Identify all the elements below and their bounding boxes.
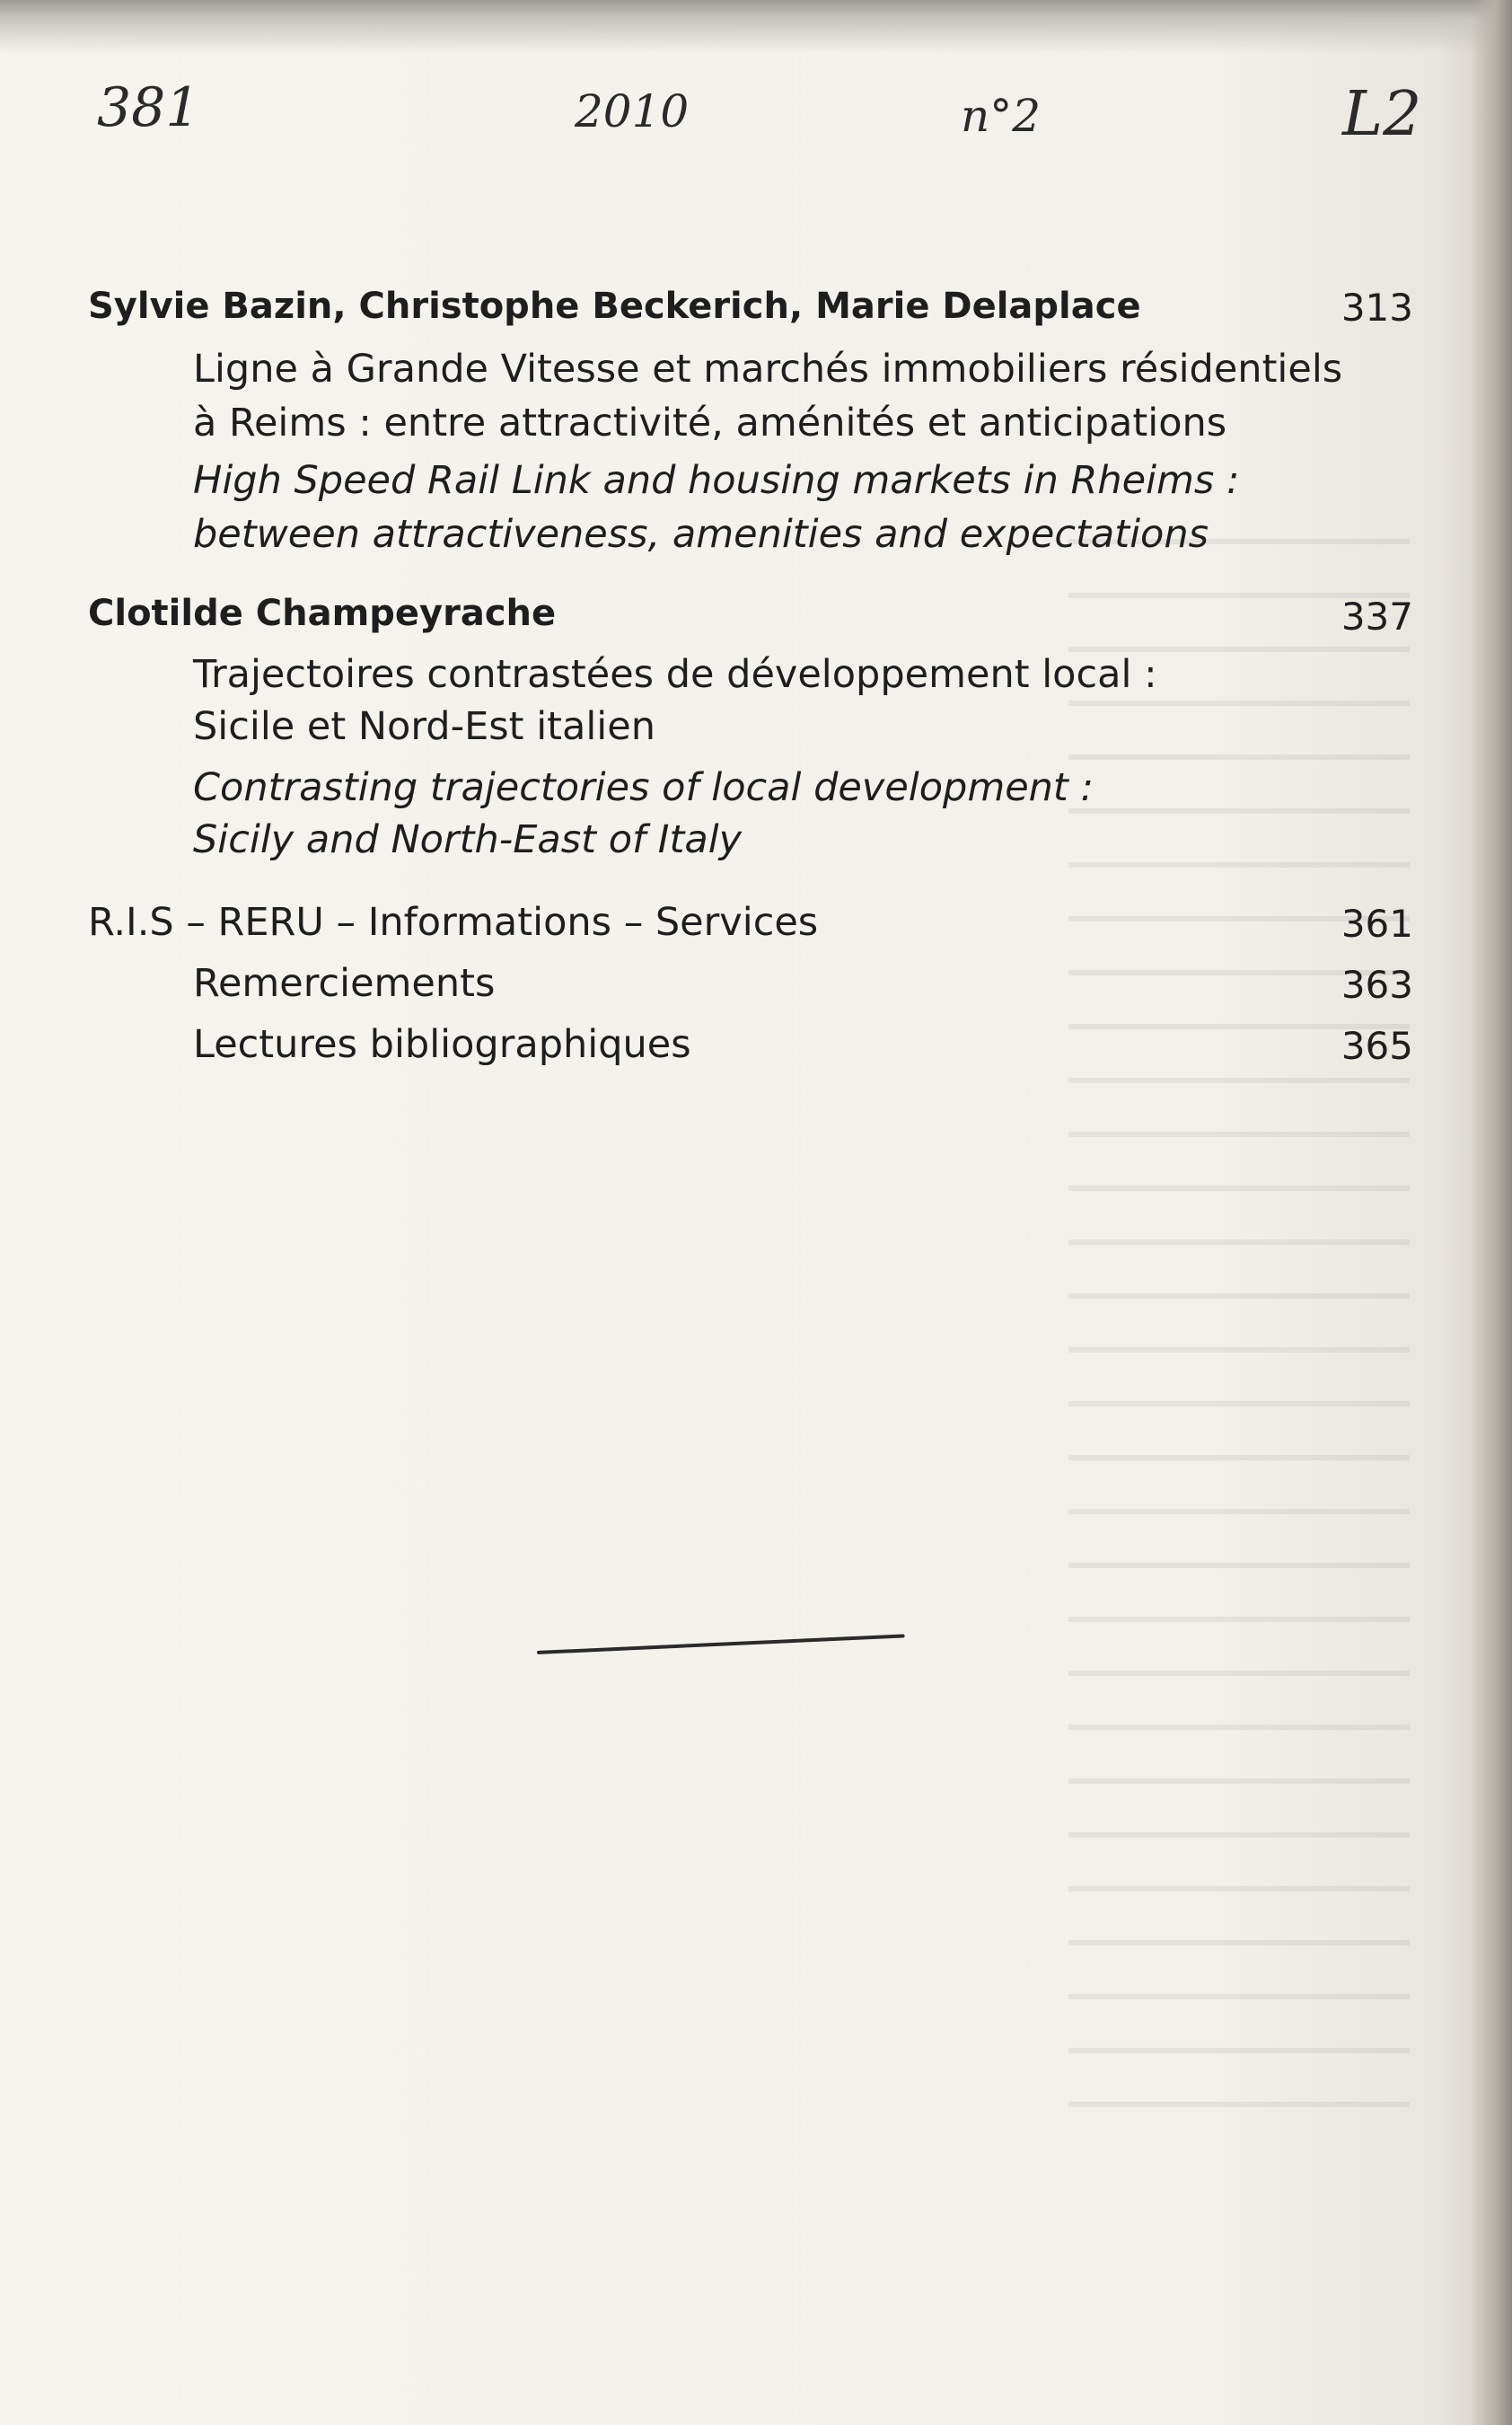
title-en-line: Contrasting trajectories of local development : bbox=[193, 765, 1094, 810]
title-fr-line: à Reims : entre attractivité, aménités et anticipations bbox=[193, 401, 1227, 445]
title-en-line: Sicily and North-East of Italy bbox=[193, 817, 743, 862]
handwritten-number: 381 bbox=[97, 76, 200, 139]
toc-authors: Sylvie Bazin, Christophe Beckerich, Marie Delaplace bbox=[88, 286, 1141, 327]
title-fr-line: Trajectoires contrastées de développement local : bbox=[193, 652, 1157, 697]
handwritten-issue: n°2 bbox=[961, 90, 1042, 142]
toc-page-number: 361 bbox=[1341, 902, 1413, 946]
toc-misc-label: Lectures bibliographiques bbox=[193, 1022, 691, 1067]
handwritten-code: L2 bbox=[1342, 79, 1422, 150]
title-fr-line: Sicile et Nord-Est italien bbox=[193, 704, 655, 749]
toc-misc-label: R.I.S – RERU – Informations – Services bbox=[88, 900, 819, 945]
title-en-line: between attractiveness, amenities and expectations bbox=[193, 512, 1209, 557]
toc-misc-label: Remerciements bbox=[193, 961, 496, 1006]
toc-page-number: 337 bbox=[1341, 595, 1413, 639]
title-fr-line: Ligne à Grande Vitesse et marchés immobiliers résidentiels bbox=[193, 347, 1343, 392]
handwritten-year: 2010 bbox=[575, 85, 690, 137]
title-en-line: High Speed Rail Link and housing markets in Rheims : bbox=[193, 458, 1240, 503]
bleed-through bbox=[1068, 539, 1410, 2156]
handwritten-line bbox=[537, 1634, 905, 1654]
toc-authors: Clotilde Champeyrache bbox=[88, 593, 557, 634]
scan-shadow-right bbox=[1471, 0, 1512, 2425]
toc-page-number: 313 bbox=[1341, 286, 1413, 330]
toc-page-number: 363 bbox=[1341, 963, 1413, 1007]
toc-page-number: 365 bbox=[1341, 1024, 1413, 1068]
scan-shadow-top bbox=[0, 0, 1512, 54]
